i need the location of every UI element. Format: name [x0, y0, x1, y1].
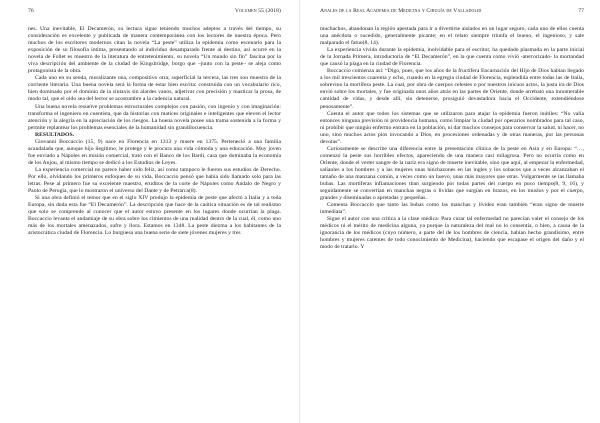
paragraph: Cuenta el autor que todos los sistemas que se utilizaron para atajar la epidemia fueron inútiles: “No valía entonces ninguna previsión ni providencia humana, como limpiar la ciudad por operarios nombrados para tal caso, ni prohibir que ningún enfermo entrara en la población, ni dar muchos consejos para conservar la salud, ni hacer, no uno, sino muchos actos píos invocando a Dios, en procesiones ordenadas y de otras maneras, por las personas devotas”. — [320, 110, 584, 145]
section-heading-resultados: RESULTADOS. — [35, 131, 75, 138]
paragraph: Si una obra definió el temor que en el siglo XIV produjo la epidemia de peste que afectó a Italia y a toda Europa, sin duda esta fue “El Decamerón”. La descripción que hace de la caótica situación es de tal realismo que solo se comprende al conocer que el autor estuvo presente en los lugares donde ocurrían la plaga. Boccaccio levanta el andamiaje de su obra sobre los cimientos de una realidad dentro de la cual, él, como uno más de los mortales amenazados, sufre y llora. Estamos en 1348. La peste diezma a los habitantes de la aristocrática ciudad de Florencia. Lo burguesa una buena serie de siete jóvenes mujeres y tres — [28, 195, 281, 237]
paragraph: Boccaccio comienza así: “Digo, pues, que los años de la fructífera Encarnación del Hijo de Dios habían llegado a los mil trescientos cuarenta y ocho, cuando en la egregia ciudad de Florencia, esplendida entre todas las de Italia, sobrevino la mortífera peste. La cual, por obra de cuerpos celestes o por nuestros inicuos actos, la justa ira de Dios envió sobre los mortales, y fue originada unos años atrás en las partes de Oriente, donde arrebató una innumerable cantidad de vidas, y desde allí, sin detenerse, prosiguió devastadora hacia el Occidente, extendiéndose penosamente”. — [320, 68, 584, 110]
paragraph: Curiosamente se describe una diferencia entre la presentación clínica de la peste en Asia y en Europa: “…, comenzó la peste sus horribles efectos, apareciendo de una manera casi milagrosa. Pero no ocurría como en Oriente, donde el verter sangre de la nariz era signo de muerte inevitable, sino que aquí, al empezar la enfermedad, salíanles a los hombres y a las mujeres unas hinchazones en las ingles y los sobacos que a veces alcanzaban el tamaño de una manzana común, a veces como un huevo, unas más mayores que otras. Vulgarmente se las llamaba bubas. Las mortíferas inflamaciones tban surgiendo por todas partes del cuerpo en poco tiempo(8, 9, 16), y seguidamente se convertían en manchas negras o lívidas que surgían en brazos, en los muslos y por el cuerpo, grandes y diseminadas o apretadas y pequeñas. — [320, 145, 584, 202]
paragraph: Giovanni Boccaccio (15, 9) nace en Florencia en 1313 y muere en 1375. Perteneció a una familia acaudalada que, aunque hijo ilegítimo, le protege y le procura una vida cómoda y una educación. Muy joven fue enviado a Nápoles en misión comercial, trató con el Banco de los Bardi, casa que dominaba la economía de los Anjou, al mismo tiempo se dedicó a los Estudios de Leyes. — [28, 138, 281, 166]
right-page-header — [320, 8, 584, 18]
paragraph: Sigue el autor con una crítica a la clase médica: Para curar tal enfermedad no parecían valer el consejo de los médicos ni el mérito de medicina alguna, ya porque la naturaleza del mal no lo consentía, o bien, a causa de la ignorancia de los médicos (cuyo número, a parte del de los hombres de ciencia, habían hecho grandísimo, entre hombres y mujeres carentes de todo conocimiento de Medicina), haciendo que escapase el origen del daño y el modo de tratarlo. Y — [320, 216, 584, 251]
paragraph: Comenta Boccaccio que tanto las bubas como las manchas y lívidez eran también “eran signo de muerte inmediata”. — [320, 202, 584, 216]
right-running-title: Anales de la Real Academia de Medicina y Cirugía de Valladolid — [320, 8, 482, 14]
right-page-number: 77 — [578, 8, 584, 14]
right-body-text — [320, 26, 584, 252]
left-page-header — [28, 8, 281, 18]
right-page — [300, 0, 600, 423]
left-page-number: 76 — [28, 8, 34, 14]
paragraph: muchachos, abandonan la región apestada para ir a divertirse aislados en un lugar seguro, cada uno de ellos cuenta una anécdota o sucedido, generalmente picante; en el relato siempre triunfa el bueno, el ingenioso, y sale malparado el fatuo(8, 14). — [320, 26, 584, 47]
left-running-title: Volumen 55 (2018) — [234, 8, 281, 14]
paragraph: La experiencia vivida durante la epidemia, inolvidable para el escritor, ha quedado plasmada en la parte inicial de la Jornada Primera, introductoria de “El Decamerón”, en la que cuenta como vivió -aterrorizado- la mortandad que causó la plaga en la ciudad de Florencia. — [320, 47, 584, 68]
paragraph: Cada uno en su senda, moralizante una, compositivo otra; superficial la tercera, las tres son muestra de la corriente literaria. Una buena novela será la forma de estar bien escrita: construida con un vocabulario rico, bien dominado por el dominio de la sintaxis sin alardes vanos, adjetivar con precisión y masticar la prosa, de modo tal, que el oído sea del lector se acostumbre a la cadencia natural. — [28, 75, 281, 103]
paragraph: Una buena novela resuelve problemas estructurales complejos con pasión, con ingenio y con imaginación: transforma el ingeniero en cuentista, que da historias con matices originales e inteligentes que eleven el lector atención y la alegría en la apreciación de los riesgos. La buena novela posee una trama sostenida a la forma y permite replantear los problemas esenciales de la humanidad sin grandilocuencia. — [28, 103, 281, 131]
paragraph: nes. Una inevitable, El Decamerón, su lectura sigue teniendo muchos adeptos a través del tiempo, su consideración es excelente y publicada de manera contemporánea con los lectores de nuestra época. Pero muchos de los escritores modernos citan la novela “La peste” utiliza la epidemia como escenario para la exposición de su filosofía íntima, presentando al individuo desamparado frente al destino, así ocurre en la novela de Follet es muestro de la literatura de entretenimiento, su novela “Un mundo sin fin” fascina por la viva descripción del ambiente de la ciudad de Kingsbridge, borgo que –junto con la peste– se aleja como protagonista de la obra. — [28, 26, 281, 75]
left-body-text — [28, 26, 281, 237]
paragraph: La experiencia comercial no parece haber sido feliz, así como tampoco le fueron sus estudios de Derecho. Por ello, olvidando los primeros enfoques de su vida, Boccaccio pensó que había sido llamado solo para las letras. Pese al primero fue su excelente maestro, eruditos de la corte de Nápoles como Andalo de Negro y Paolo de Perugia, que lo mostraron el universo del Dante y de Petrarca(8). — [28, 166, 281, 195]
